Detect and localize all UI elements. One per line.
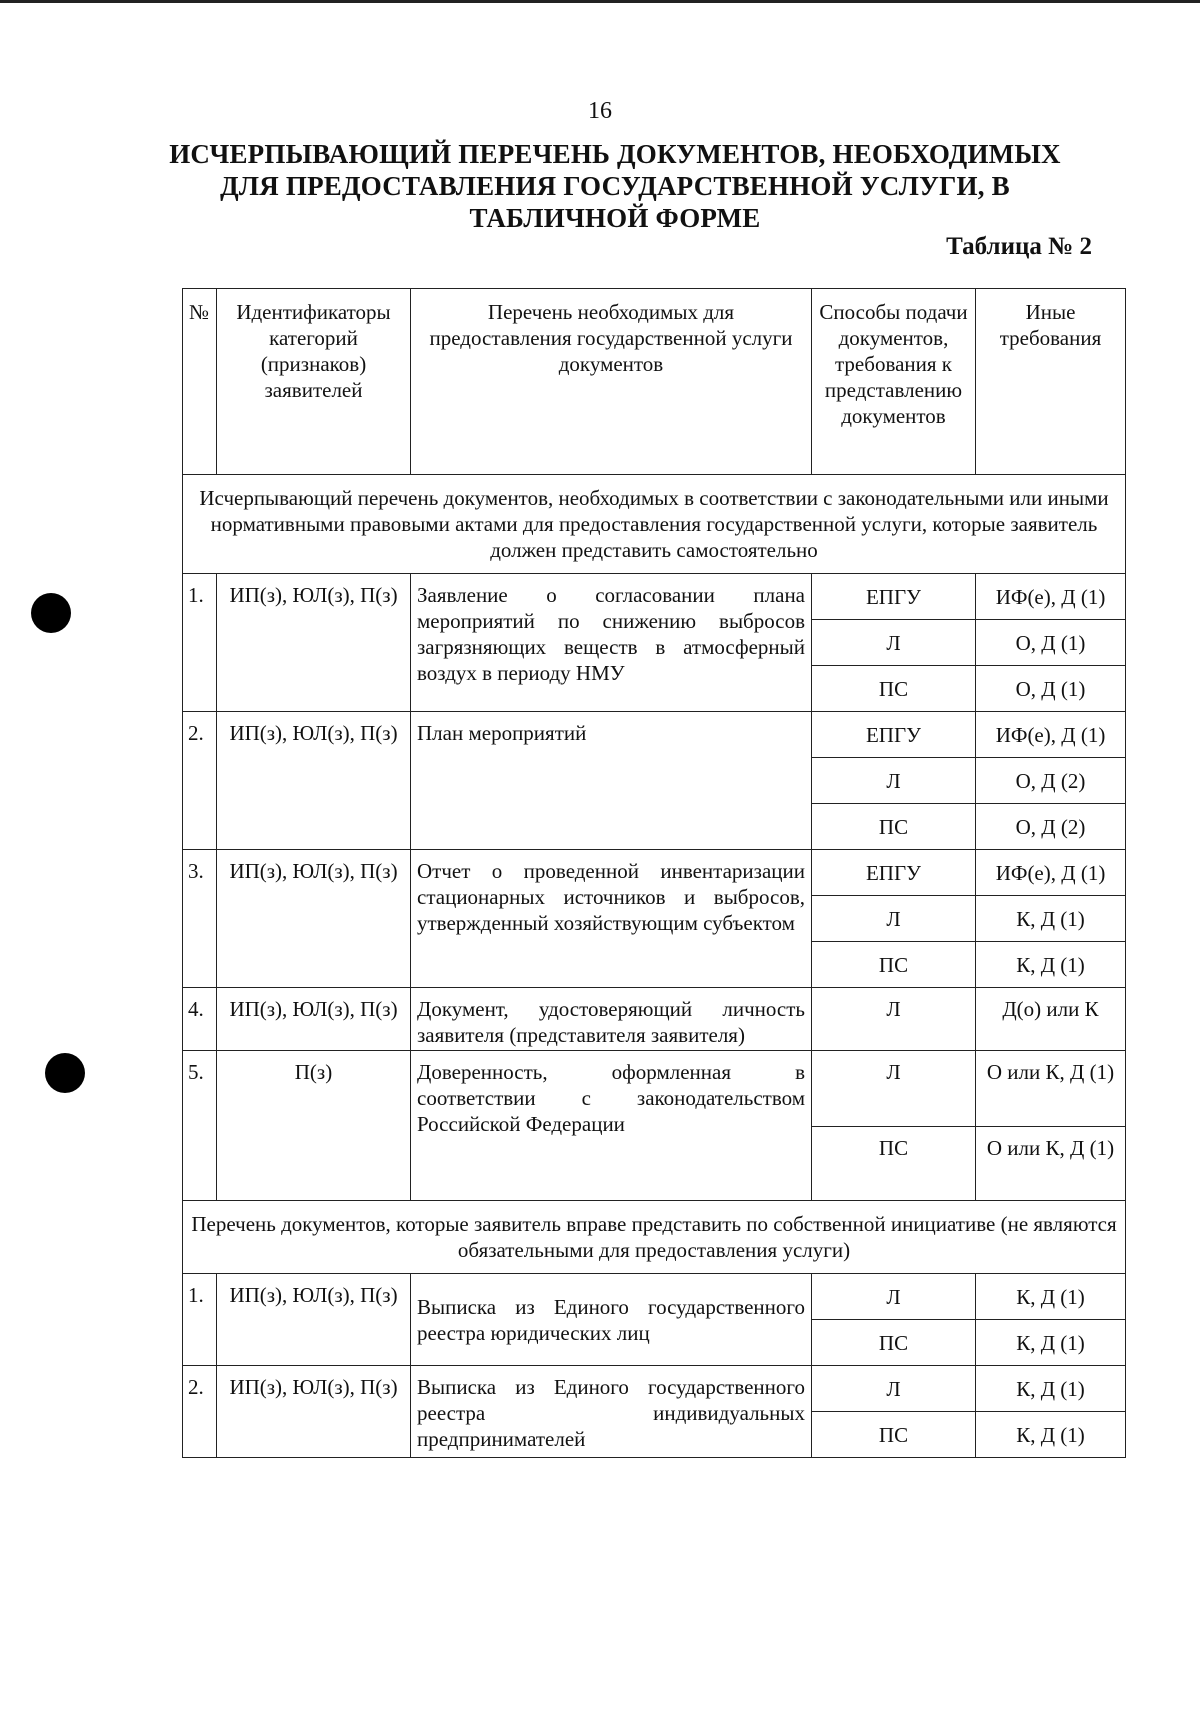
row-num: 1. (183, 1274, 217, 1366)
row-requirement: К, Д (1) (976, 1320, 1126, 1366)
header-documents: Перечень необходимых для предоставления государственной услуги документов (411, 289, 812, 475)
row-way: ПС (812, 1320, 976, 1366)
row-requirement: О или К, Д (1) (976, 1051, 1126, 1127)
punch-hole (45, 1053, 85, 1093)
page-number: 16 (588, 98, 612, 124)
row-applicant-ids: ИП(з), ЮЛ(з), П(з) (217, 712, 411, 850)
row-way: Л (812, 896, 976, 942)
row-way: ЕПГУ (812, 850, 976, 896)
row-way: Л (812, 988, 976, 1051)
row-way: ПС (812, 666, 976, 712)
row-way: ПС (812, 1127, 976, 1201)
row-way: Л (812, 1274, 976, 1320)
punch-hole (31, 593, 71, 633)
row-requirement: ИФ(е), Д (1) (976, 712, 1126, 758)
row-requirement: ИФ(е), Д (1) (976, 574, 1126, 620)
row-document: Заявление о согласовании плана мероприятий по снижению выбросов загрязняющих веществ в атмосферный воздух в периоду НМУ (411, 574, 812, 712)
row-applicant-ids: ИП(з), ЮЛ(з), П(з) (217, 1274, 411, 1366)
table-label: Таблица № 2 (946, 233, 1092, 260)
table-row (183, 988, 1126, 1051)
row-applicant-ids: ИП(з), ЮЛ(з), П(з) (217, 574, 411, 712)
row-way: ПС (812, 804, 976, 850)
row-document: План мероприятий (411, 712, 812, 850)
row-way: Л (812, 758, 976, 804)
row-way: ЕПГУ (812, 712, 976, 758)
row-requirement: О, Д (1) (976, 666, 1126, 712)
row-requirement: Д(о) или К (976, 988, 1126, 1051)
table-header-row (183, 289, 1126, 475)
table-row (183, 1051, 1126, 1127)
row-document: Выписка из Единого государственного реестра юридических лиц (411, 1274, 812, 1366)
row-requirement: О, Д (1) (976, 620, 1126, 666)
row-requirement: К, Д (1) (976, 1412, 1126, 1458)
row-num: 2. (183, 712, 217, 850)
row-requirement: О или К, Д (1) (976, 1127, 1126, 1201)
table-row (183, 574, 1126, 620)
row-applicant-ids: ИП(з), ЮЛ(з), П(з) (217, 988, 411, 1051)
row-document: Доверенность, оформленная в соответствии с законодательством Российской Федерации (411, 1051, 812, 1201)
row-num: 1. (183, 574, 217, 712)
row-way: ПС (812, 942, 976, 988)
table-row (183, 850, 1126, 896)
row-requirement: О, Д (2) (976, 804, 1126, 850)
table-row (183, 1274, 1126, 1320)
row-num: 2. (183, 1366, 217, 1458)
row-requirement: К, Д (1) (976, 896, 1126, 942)
section-mandatory: Исчерпывающий перечень документов, необходимых в соответствии с законодательными или иными нормативными правовыми актами для предоставления государственной услуги, которые заявитель должен представить самостоятельно (183, 475, 1126, 574)
row-way: Л (812, 620, 976, 666)
row-document: Документ, удостоверяющий личность заявителя (представителя заявителя) (411, 988, 812, 1051)
row-document: Выписка из Единого государственного реестра индивидуальных предпринимателей (411, 1366, 812, 1458)
documents-table (182, 288, 1126, 1458)
row-requirement: К, Д (1) (976, 1366, 1126, 1412)
row-way: Л (812, 1366, 976, 1412)
section-optional: Перечень документов, которые заявитель вправе представить по собственной инициативе (не являются обязательными для предоставления услуги) (183, 1201, 1126, 1274)
table-row (183, 1366, 1126, 1412)
row-num: 3. (183, 850, 217, 988)
row-num: 4. (183, 988, 217, 1051)
row-way: Л (812, 1051, 976, 1127)
header-submission-ways: Способы подачи документов, требования к представлению документов (812, 289, 976, 475)
row-applicant-ids: ИП(з), ЮЛ(з), П(з) (217, 850, 411, 988)
header-applicant-ids: Идентификаторы категорий (признаков) заявителей (217, 289, 411, 475)
header-num: № (183, 289, 217, 475)
row-num: 5. (183, 1051, 217, 1201)
row-applicant-ids: ИП(з), ЮЛ(з), П(з) (217, 1366, 411, 1458)
row-way: ПС (812, 1412, 976, 1458)
document-title: ИСЧЕРПЫВАЮЩИЙ ПЕРЕЧЕНЬ ДОКУМЕНТОВ, НЕОБХОДИМЫХ ДЛЯ ПРЕДОСТАВЛЕНИЯ ГОСУДАРСТВЕННОЙ УСЛУГИ, В ТАБЛИЧНОЙ ФОРМЕ (169, 139, 1061, 233)
header-other-requirements: Иные требования (976, 289, 1126, 475)
row-requirement: ИФ(е), Д (1) (976, 850, 1126, 896)
row-applicant-ids: П(з) (217, 1051, 411, 1201)
row-document: Отчет о проведенной инвентаризации стационарных источников и выбросов, утвержденный хозяйствующим субъектом (411, 850, 812, 988)
row-requirement: О, Д (2) (976, 758, 1126, 804)
row-requirement: К, Д (1) (976, 942, 1126, 988)
row-requirement: К, Д (1) (976, 1274, 1126, 1320)
row-way: ЕПГУ (812, 574, 976, 620)
table-row (183, 712, 1126, 758)
scan-top-edge (0, 0, 1200, 3)
